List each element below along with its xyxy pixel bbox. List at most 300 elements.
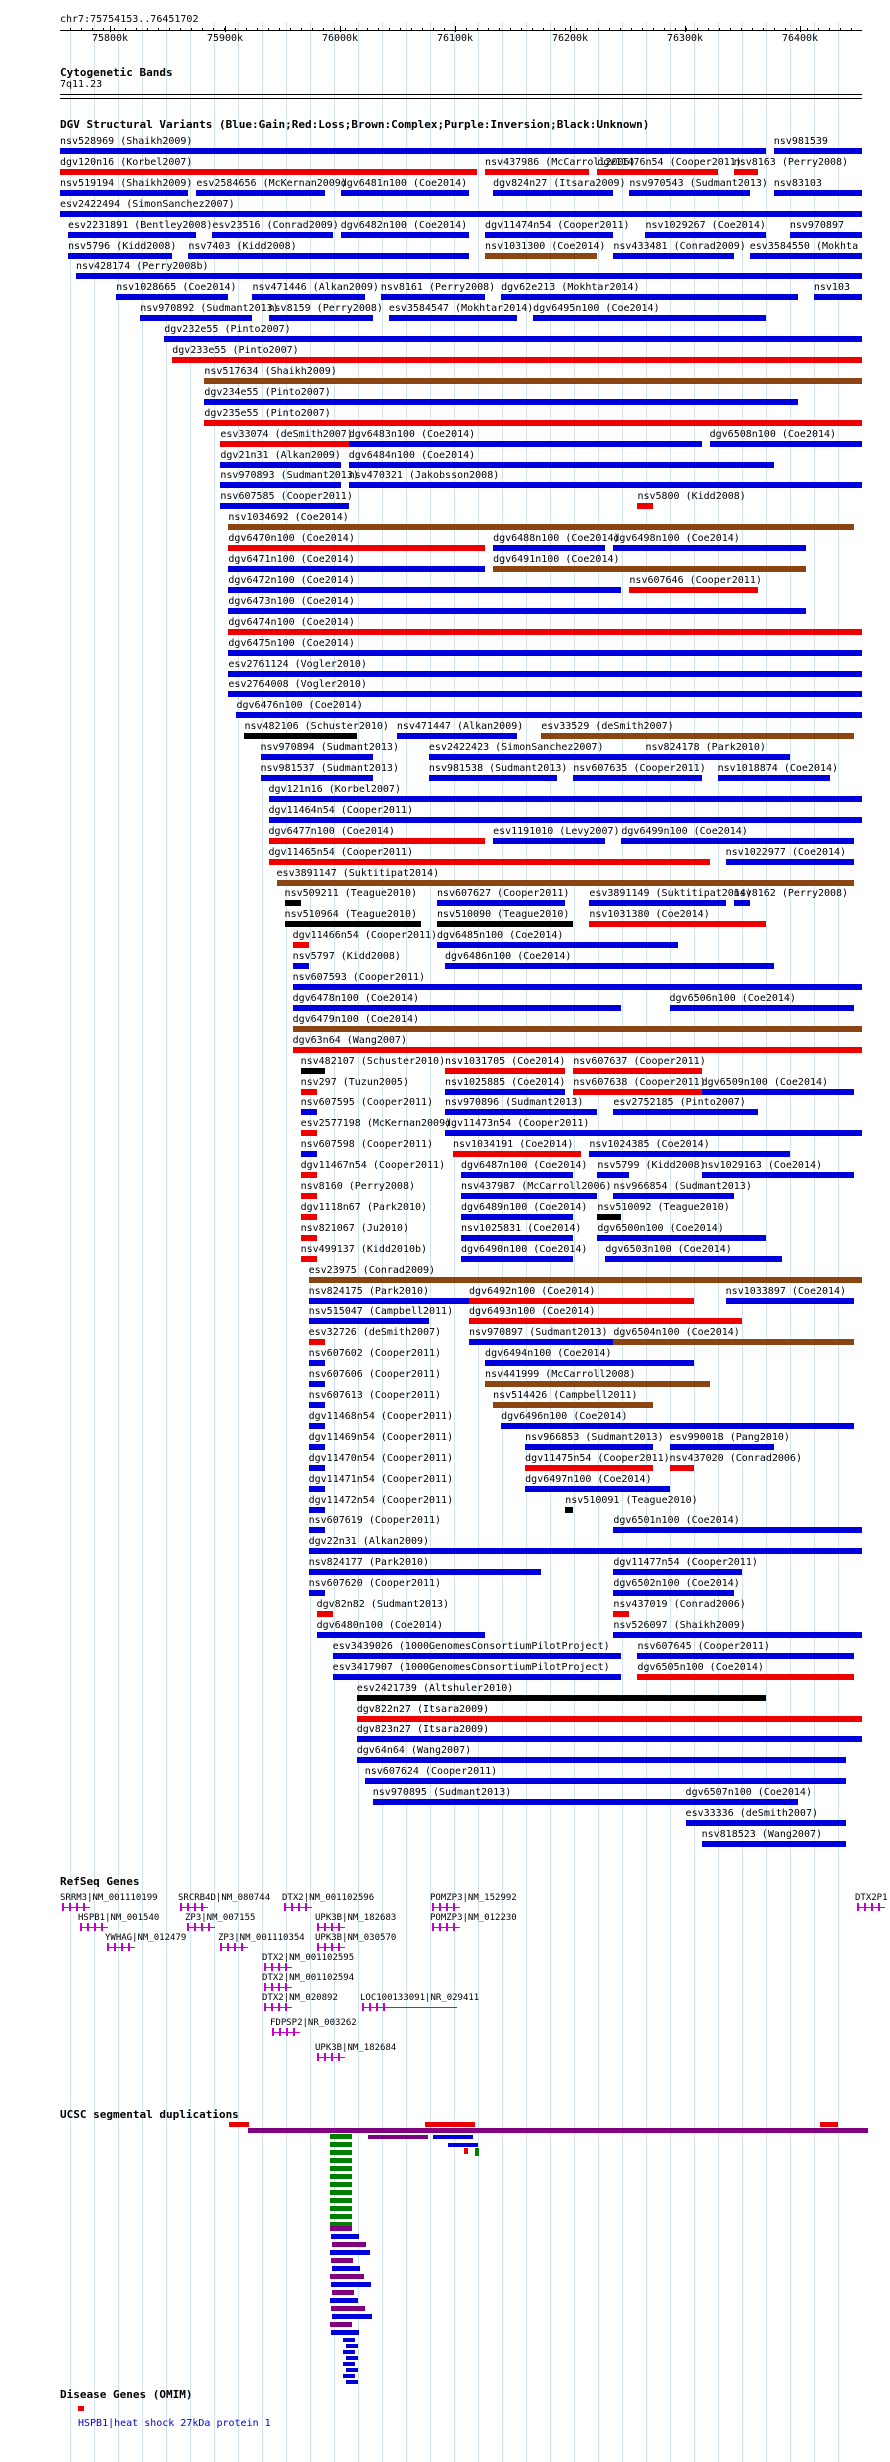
variant-bar[interactable] (485, 169, 589, 175)
variant-label[interactable]: esv32726 (deSmith2007) (308, 1327, 442, 1339)
variant-bar[interactable] (333, 1674, 622, 1680)
variant-label[interactable]: esv2764008 (Vogler2010) (228, 679, 367, 691)
variant-label[interactable]: dgv11466n54 (Cooper2011) (292, 930, 438, 942)
variant-label[interactable]: nsv8161 (Perry2008) (380, 282, 496, 294)
segdup-track-title[interactable]: UCSC segmental duplications (60, 2108, 239, 2121)
variant-bar[interactable] (228, 608, 805, 614)
variant-bar[interactable] (341, 190, 469, 196)
gene-label[interactable]: DTX2|NM_001102594 (262, 1973, 355, 1983)
variant-label[interactable]: esv33529 (deSmith2007) (541, 721, 674, 733)
variant-bar[interactable] (309, 1548, 862, 1554)
variant-bar[interactable] (726, 1298, 854, 1304)
variant-label[interactable]: nsv471447 (Alkan2009) (396, 721, 524, 733)
variant-bar[interactable] (309, 1527, 325, 1533)
variant-bar[interactable] (501, 294, 798, 300)
variant-bar[interactable] (60, 190, 188, 196)
variant-bar[interactable] (389, 315, 517, 321)
segdup-bar[interactable] (330, 2226, 352, 2231)
variant-label[interactable]: dgv6489n100 (Coe2014) (461, 1201, 588, 1213)
segdup-bar[interactable] (346, 2380, 358, 2384)
variant-bar[interactable] (613, 1109, 757, 1115)
variant-bar[interactable] (573, 1089, 701, 1095)
variant-label[interactable]: nsv607620 (Cooper2011) (308, 1578, 442, 1590)
variant-label[interactable]: dgv11470n54 (Cooper2011) (308, 1452, 454, 1464)
variant-label[interactable]: nsv8163 (Perry2008) (733, 156, 849, 168)
variant-bar[interactable] (734, 169, 758, 175)
segdup-bar[interactable] (368, 2135, 428, 2139)
variant-label[interactable]: nsv966853 (Sudmant2013) (525, 1431, 664, 1443)
variant-label[interactable]: dgv6497n100 (Coe2014) (525, 1473, 652, 1485)
variant-label[interactable]: nsv433481 (Conrad2009) (613, 240, 746, 252)
variant-label[interactable]: nsv517634 (Shaikh2009) (204, 365, 337, 377)
variant-bar[interactable] (485, 1360, 694, 1366)
variant-label[interactable]: dgv232e55 (Pinto2007) (164, 324, 291, 336)
variant-bar[interactable] (670, 1444, 774, 1450)
variant-label[interactable]: dgv11471n54 (Cooper2011) (308, 1473, 454, 1485)
variant-label[interactable]: nsv824178 (Park2010) (645, 742, 766, 754)
variant-bar[interactable] (301, 1256, 317, 1262)
variant-bar[interactable] (204, 399, 797, 405)
variant-label[interactable]: nsv1029163 (Coe2014) (701, 1160, 823, 1172)
variant-bar[interactable] (228, 587, 621, 593)
variant-label[interactable]: nsv981538 (Sudmant2013) (428, 763, 568, 774)
variant-label[interactable]: esv2752185 (Pinto2007) (613, 1097, 746, 1109)
variant-label[interactable]: nsv981539 (773, 136, 828, 147)
variant-bar[interactable] (461, 1214, 573, 1220)
variant-label[interactable]: dgv6504n100 (Coe2014) (613, 1327, 740, 1339)
segdup-bar[interactable] (346, 2344, 358, 2348)
variant-label[interactable]: nsv297 (Tuzun2005) (300, 1076, 409, 1088)
variant-bar[interactable] (573, 1068, 701, 1074)
variant-label[interactable]: nsv607613 (Cooper2011) (308, 1390, 442, 1401)
segdup-bar[interactable] (330, 2322, 352, 2327)
variant-label[interactable]: nsv970895 (Sudmant2013) (372, 1787, 512, 1799)
variant-bar[interactable] (60, 148, 766, 154)
variant-label[interactable]: nsv607619 (Cooper2011) (308, 1515, 442, 1527)
variant-label[interactable]: esv2421739 (Altshuler2010) (356, 1682, 514, 1694)
variant-bar[interactable] (605, 1256, 781, 1262)
variant-bar[interactable] (301, 1151, 317, 1157)
variant-label[interactable]: nsv526097 (Shaikh2009) (613, 1619, 746, 1631)
variant-bar[interactable] (718, 775, 830, 781)
variant-label[interactable]: esv33074 (deSmith2007) (220, 428, 353, 440)
variant-bar[interactable] (349, 441, 702, 447)
variant-bar[interactable] (397, 733, 517, 739)
segdup-bar[interactable] (332, 2242, 366, 2247)
segdup-bar[interactable] (330, 2206, 352, 2211)
segdup-bar[interactable] (332, 2266, 360, 2271)
variant-label[interactable]: nsv1028665 (Coe2014) (116, 282, 237, 294)
variant-bar[interactable] (597, 1172, 629, 1178)
variant-label[interactable]: dgv6509n100 (Coe2014) (701, 1076, 829, 1088)
variant-bar[interactable] (317, 1632, 485, 1638)
variant-label[interactable]: nsv824175 (Park2010) (308, 1285, 430, 1297)
segdup-bar[interactable] (330, 2274, 364, 2279)
variant-bar[interactable] (301, 1109, 317, 1115)
variant-label[interactable]: dgv6506n100 (Coe2014) (669, 992, 796, 1004)
variant-bar[interactable] (212, 232, 332, 238)
variant-bar[interactable] (469, 1339, 637, 1345)
variant-bar[interactable] (525, 1444, 653, 1450)
variant-label[interactable]: nsv970893 (Sudmant2013) (220, 470, 359, 482)
variant-bar[interactable] (445, 1130, 862, 1136)
variant-bar[interactable] (357, 1716, 862, 1722)
variant-bar[interactable] (261, 754, 373, 760)
variant-bar[interactable] (493, 566, 806, 572)
variant-bar[interactable] (469, 1318, 742, 1324)
variant-bar[interactable] (309, 1465, 325, 1471)
variant-label[interactable]: dgv11468n54 (Cooper2011) (308, 1410, 454, 1422)
segdup-bar[interactable] (448, 2143, 478, 2147)
variant-label[interactable]: dgv233e55 (Pinto2007) (172, 345, 299, 356)
variant-label[interactable]: dgv6486n100 (Coe2014) (444, 951, 572, 963)
segdup-bar[interactable] (343, 2374, 355, 2378)
variant-bar[interactable] (68, 253, 172, 259)
variant-label[interactable]: dgv121n16 (Korbel2007) (268, 783, 401, 795)
variant-bar[interactable] (589, 900, 725, 906)
variant-label[interactable]: nsv607637 (Cooper2011) (573, 1055, 706, 1067)
variant-label[interactable]: esv3584550 (Mokhta (749, 240, 859, 252)
variant-label[interactable]: nsv515047 (Campbell2011) (308, 1306, 454, 1318)
variant-bar[interactable] (533, 315, 766, 321)
variant-bar[interactable] (589, 1151, 790, 1157)
variant-bar[interactable] (293, 1005, 622, 1011)
variant-bar[interactable] (60, 211, 862, 217)
variant-label[interactable]: dgv6502n100 (Coe2014) (613, 1578, 740, 1590)
variant-label[interactable]: nsv5797 (Kidd2008) (292, 951, 401, 963)
gene-label[interactable]: LOC100133091|NR_029411 (360, 1993, 480, 2003)
segdup-bar[interactable] (343, 2362, 355, 2366)
variant-label[interactable]: dgv11469n54 (Cooper2011) (308, 1431, 454, 1443)
segdup-bar[interactable] (330, 2250, 370, 2255)
variant-bar[interactable] (228, 650, 862, 656)
variant-label[interactable]: dgv6473n100 (Coe2014) (228, 595, 355, 607)
variant-bar[interactable] (365, 1778, 846, 1784)
variant-label[interactable]: dgv6505n100 (Coe2014) (637, 1661, 764, 1673)
gene-label[interactable]: DTX2|NM_020892 (262, 1993, 338, 2003)
variant-label[interactable]: nsv981537 (Sudmant2013) (260, 763, 399, 774)
segdup-bar[interactable] (330, 2190, 352, 2195)
variant-label[interactable]: nsv1034191 (Coe2014) (452, 1139, 574, 1151)
variant-label[interactable]: nsv83103 (773, 177, 822, 189)
variant-bar[interactable] (461, 1235, 573, 1241)
variant-bar[interactable] (597, 1214, 621, 1220)
gene-label[interactable]: UPK3B|NM_182684 (315, 2043, 397, 2053)
variant-label[interactable]: dgv6478n100 (Coe2014) (292, 992, 420, 1004)
variant-label[interactable]: dgv6471n100 (Coe2014) (228, 554, 355, 565)
variant-label[interactable]: dgv11467n54 (Cooper2011) (300, 1160, 446, 1172)
variant-bar[interactable] (309, 1569, 542, 1575)
variant-label[interactable]: nsv607602 (Cooper2011) (308, 1348, 442, 1360)
variant-bar[interactable] (164, 336, 862, 342)
variant-bar[interactable] (301, 1089, 317, 1095)
variant-bar[interactable] (597, 169, 717, 175)
gene-label[interactable]: POMZP3|NM_012230 (430, 1913, 517, 1923)
variant-label[interactable]: nsv8159 (Perry2008) (268, 303, 383, 315)
variant-label[interactable]: dgv11477n54 (Cooper2011) (613, 1557, 758, 1569)
variant-bar[interactable] (613, 1632, 862, 1638)
variant-label[interactable]: dgv6507n100 (Coe2014) (685, 1787, 812, 1799)
variant-label[interactable]: nsv509211 (Teague2010) (284, 888, 417, 900)
gene-label[interactable]: UPK3B|NM_030570 (315, 1933, 397, 1943)
variant-label[interactable]: nsv966854 (Sudmant2013) (613, 1181, 752, 1192)
variant-label[interactable]: dgv11476n54 (Cooper2011) (597, 156, 742, 168)
variant-label[interactable]: dgv6481n100 (Coe2014) (340, 177, 468, 189)
variant-bar[interactable] (293, 963, 309, 969)
variant-label[interactable]: nsv8162 (Perry2008) (733, 888, 849, 900)
dgv-track-title[interactable]: DGV Structural Variants (Blue:Gain;Red:Loss;Brown:Complex;Purple:Inversion;Black:Unknown) (60, 118, 650, 131)
variant-label[interactable]: nsv1031300 (Coe2014) (485, 240, 606, 252)
variant-label[interactable]: dgv6476n100 (Coe2014) (236, 700, 363, 712)
variant-bar[interactable] (621, 838, 854, 844)
variant-label[interactable]: dgv11473n54 (Cooper2011) (444, 1118, 590, 1130)
variant-label[interactable]: dgv11465n54 (Cooper2011) (268, 846, 414, 858)
gene-label[interactable]: HSPB1|NM_001540 (78, 1913, 160, 1923)
variant-label[interactable]: esv990018 (Pang2010) (669, 1431, 790, 1443)
variant-bar[interactable] (301, 1068, 325, 1074)
variant-bar[interactable] (445, 1109, 597, 1115)
variant-label[interactable]: dgv22n31 (Alkan2009) (308, 1536, 430, 1548)
variant-bar[interactable] (493, 838, 605, 844)
variant-bar[interactable] (702, 1172, 854, 1178)
variant-label[interactable]: esv23975 (Conrad2009) (308, 1264, 436, 1276)
segdup-bar[interactable] (331, 2330, 359, 2335)
segdup-bar[interactable] (343, 2350, 355, 2354)
gene-label[interactable]: DTX2|NM_001102596 (282, 1893, 375, 1903)
variant-bar[interactable] (309, 1507, 325, 1513)
variant-bar[interactable] (357, 1695, 766, 1701)
variant-label[interactable]: nsv607598 (Cooper2011) (300, 1139, 434, 1151)
variant-label[interactable]: nsv1029267 (Coe2014) (645, 219, 766, 231)
variant-label[interactable]: dgv824n27 (Itsara2009) (493, 177, 626, 189)
segdup-bar[interactable] (330, 2158, 352, 2163)
variant-bar[interactable] (301, 1235, 317, 1241)
variant-bar[interactable] (309, 1590, 325, 1596)
variant-bar[interactable] (726, 859, 854, 865)
variant-bar[interactable] (670, 1005, 854, 1011)
variant-bar[interactable] (645, 232, 765, 238)
variant-bar[interactable] (188, 253, 469, 259)
segdup-bar[interactable] (820, 2122, 838, 2127)
variant-label[interactable]: nsv607638 (Cooper2011) (573, 1076, 706, 1088)
variant-bar[interactable] (485, 253, 597, 259)
segdup-bar[interactable] (346, 2368, 358, 2372)
variant-label[interactable]: esv3439026 (1000GenomesConsortiumPilotProject) (332, 1640, 610, 1652)
variant-bar[interactable] (541, 733, 854, 739)
variant-bar[interactable] (613, 1339, 854, 1345)
variant-bar[interactable] (357, 1757, 846, 1763)
variant-bar[interactable] (269, 796, 862, 802)
variant-label[interactable]: dgv6494n100 (Coe2014) (485, 1348, 612, 1360)
variant-label[interactable]: nsv103 (813, 282, 850, 294)
variant-label[interactable]: nsv1024385 (Coe2014) (589, 1139, 710, 1151)
variant-bar[interactable] (333, 1653, 622, 1659)
variant-bar[interactable] (309, 1444, 325, 1450)
variant-label[interactable]: esv2577198 (McKernan2009) (300, 1118, 452, 1130)
variant-bar[interactable] (277, 880, 854, 886)
variant-bar[interactable] (228, 566, 485, 572)
segdup-bar[interactable] (330, 2198, 352, 2203)
variant-bar[interactable] (196, 190, 324, 196)
variant-label[interactable]: dgv6501n100 (Coe2014) (613, 1515, 740, 1527)
variant-bar[interactable] (645, 754, 789, 760)
variant-bar[interactable] (309, 1423, 325, 1429)
variant-bar[interactable] (637, 1674, 854, 1680)
variant-bar[interactable] (293, 942, 309, 948)
variant-label[interactable]: dgv6472n100 (Coe2014) (228, 574, 355, 586)
variant-label[interactable]: dgv11472n54 (Cooper2011) (308, 1494, 454, 1506)
variant-bar[interactable] (140, 315, 252, 321)
variant-label[interactable]: nsv528969 (Shaikh2009) (60, 136, 193, 147)
segdup-bar[interactable] (330, 2150, 352, 2155)
variant-label[interactable]: dgv6483n100 (Coe2014) (348, 428, 476, 440)
variant-bar[interactable] (613, 1193, 733, 1199)
variant-bar[interactable] (341, 232, 469, 238)
variant-label[interactable]: nsv437987 (McCarroll2006) (461, 1181, 612, 1192)
segdup-bar[interactable] (346, 2356, 358, 2360)
variant-label[interactable]: nsv970892 (Sudmant2013) (140, 303, 279, 315)
variant-label[interactable]: dgv21n31 (Alkan2009) (220, 449, 341, 461)
variant-bar[interactable] (710, 441, 862, 447)
variant-bar[interactable] (301, 1130, 317, 1136)
variant-label[interactable]: dgv6500n100 (Coe2014) (597, 1222, 724, 1234)
variant-label[interactable]: esv33336 (deSmith2007) (685, 1808, 818, 1819)
variant-label[interactable]: nsv970896 (Sudmant2013) (444, 1097, 584, 1109)
variant-label[interactable]: nsv437986 (McCarroll2006) (485, 156, 636, 168)
variant-bar[interactable] (485, 232, 613, 238)
segdup-bar[interactable] (464, 2148, 468, 2154)
variant-label[interactable]: esv3584547 (Mokhtar2014) (388, 303, 534, 315)
variant-bar[interactable] (204, 378, 862, 384)
variant-label[interactable]: nsv499137 (Kidd2010b) (300, 1243, 428, 1255)
variant-label[interactable]: dgv1118n67 (Park2010) (300, 1201, 428, 1213)
variant-label[interactable]: dgv6474n100 (Coe2014) (228, 616, 355, 628)
variant-label[interactable]: esv2584656 (McKernan2009) (196, 177, 347, 189)
variant-label[interactable]: dgv6493n100 (Coe2014) (469, 1306, 596, 1318)
variant-bar[interactable] (285, 921, 421, 927)
variant-label[interactable]: nsv441999 (McCarroll2008) (485, 1369, 636, 1381)
variant-bar[interactable] (525, 1465, 653, 1471)
variant-bar[interactable] (309, 1277, 862, 1283)
variant-bar[interactable] (269, 817, 862, 823)
variant-label[interactable]: dgv6503n100 (Coe2014) (605, 1243, 732, 1255)
segdup-bar[interactable] (475, 2148, 479, 2156)
variant-label[interactable]: esv2231891 (Bentley2008) (68, 219, 213, 231)
variant-bar[interactable] (493, 190, 613, 196)
variant-label[interactable]: nsv428174 (Perry2008b) (76, 261, 209, 273)
variant-bar[interactable] (269, 859, 710, 865)
variant-bar[interactable] (702, 1841, 846, 1847)
variant-label[interactable]: nsv8160 (Perry2008) (300, 1181, 415, 1192)
variant-bar[interactable] (589, 921, 765, 927)
variant-bar[interactable] (461, 1256, 573, 1262)
variant-label[interactable]: dgv234e55 (Pinto2007) (204, 386, 331, 398)
variant-label[interactable]: nsv437019 (Conrad2006) (613, 1599, 746, 1610)
variant-label[interactable]: nsv607627 (Cooper2011) (436, 888, 570, 900)
variant-label[interactable]: nsv1034692 (Coe2014) (228, 512, 349, 524)
variant-bar[interactable] (613, 253, 733, 259)
variant-bar[interactable] (228, 524, 854, 530)
variant-bar[interactable] (493, 1402, 653, 1408)
variant-bar[interactable] (309, 1339, 325, 1345)
variant-label[interactable]: nsv824177 (Park2010) (308, 1557, 430, 1569)
variant-label[interactable]: nsv510092 (Teague2010) (597, 1201, 730, 1213)
gene-label[interactable]: DTX2P1 (855, 1893, 888, 1903)
omim-track-title[interactable]: Disease Genes (OMIM) (60, 2388, 193, 2401)
variant-label[interactable]: nsv607606 (Cooper2011) (308, 1369, 442, 1381)
variant-label[interactable]: nsv1025885 (Coe2014) (444, 1076, 566, 1088)
variant-label[interactable]: dgv6490n100 (Coe2014) (461, 1243, 588, 1255)
variant-bar[interactable] (309, 1381, 325, 1387)
variant-bar[interactable] (309, 1298, 469, 1304)
variant-bar[interactable] (686, 1820, 846, 1826)
gene-label[interactable]: SRRM3|NM_001110199 (60, 1893, 158, 1903)
variant-bar[interactable] (429, 775, 557, 781)
variant-bar[interactable] (68, 232, 196, 238)
variant-bar[interactable] (573, 775, 701, 781)
variant-label[interactable]: nsv470321 (Jakobsson2008) (348, 470, 500, 482)
variant-label[interactable]: nsv607645 (Cooper2011) (637, 1640, 770, 1652)
variant-label[interactable]: nsv1025831 (Coe2014) (461, 1222, 582, 1234)
variant-label[interactable]: nsv482106 (Schuster2010) (244, 721, 389, 733)
variant-label[interactable]: dgv822n27 (Itsara2009) (356, 1703, 490, 1715)
variant-label[interactable]: dgv6470n100 (Coe2014) (228, 533, 355, 545)
variant-bar[interactable] (750, 253, 862, 259)
variant-label[interactable]: nsv607585 (Cooper2011) (220, 491, 353, 503)
variant-bar[interactable] (285, 900, 301, 906)
gene-label[interactable]: DTX2|NM_001102595 (262, 1953, 355, 1963)
variant-label[interactable]: dgv6475n100 (Coe2014) (228, 637, 355, 649)
variant-label[interactable]: nsv510964 (Teague2010) (284, 909, 417, 921)
variant-bar[interactable] (309, 1360, 325, 1366)
variant-bar[interactable] (774, 190, 862, 196)
omim-feature-bar[interactable] (78, 2406, 84, 2411)
variant-label[interactable]: dgv6487n100 (Coe2014) (461, 1160, 588, 1172)
gene-label[interactable]: ZP3|NM_007155 (185, 1913, 256, 1923)
variant-label[interactable]: dgv120n16 (Korbel2007) (60, 156, 193, 168)
variant-label[interactable]: nsv510090 (Teague2010) (436, 909, 570, 921)
variant-bar[interactable] (445, 1089, 565, 1095)
variant-bar[interactable] (565, 1507, 573, 1513)
variant-bar[interactable] (686, 1799, 798, 1805)
variant-label[interactable]: dgv235e55 (Pinto2007) (204, 407, 331, 419)
variant-bar[interactable] (637, 503, 653, 509)
variant-label[interactable]: nsv471446 (Alkan2009) (252, 282, 379, 294)
variant-bar[interactable] (637, 1653, 854, 1659)
variant-bar[interactable] (269, 315, 373, 321)
variant-label[interactable]: nsv7403 (Kidd2008) (188, 240, 297, 252)
variant-label[interactable]: dgv6479n100 (Coe2014) (292, 1013, 420, 1025)
variant-label[interactable]: nsv821067 (Ju2010) (300, 1222, 409, 1234)
gene-label[interactable]: UPK3B|NM_182683 (315, 1913, 397, 1923)
variant-label[interactable]: nsv5800 (Kidd2008) (637, 491, 746, 503)
segdup-bar[interactable] (330, 2174, 352, 2179)
cyto-track-title[interactable]: Cytogenetic Bands (60, 66, 173, 79)
variant-bar[interactable] (597, 1235, 765, 1241)
segdup-bar[interactable] (332, 2314, 372, 2319)
variant-label[interactable]: nsv970543 (Sudmant2013) (629, 177, 768, 189)
variant-label[interactable]: nsv1022977 (Coe2014) (725, 846, 847, 858)
variant-label[interactable]: esv3891147 (Suktitipat2014) (276, 867, 440, 879)
variant-bar[interactable] (228, 671, 862, 677)
variant-bar[interactable] (172, 357, 862, 363)
variant-label[interactable]: nsv970897 (789, 219, 844, 231)
variant-bar[interactable] (60, 169, 477, 175)
variant-bar[interactable] (236, 712, 862, 718)
variant-label[interactable]: esv2761124 (Vogler2010) (228, 658, 367, 670)
variant-bar[interactable] (309, 1402, 325, 1408)
segdup-bar[interactable] (331, 2258, 353, 2263)
